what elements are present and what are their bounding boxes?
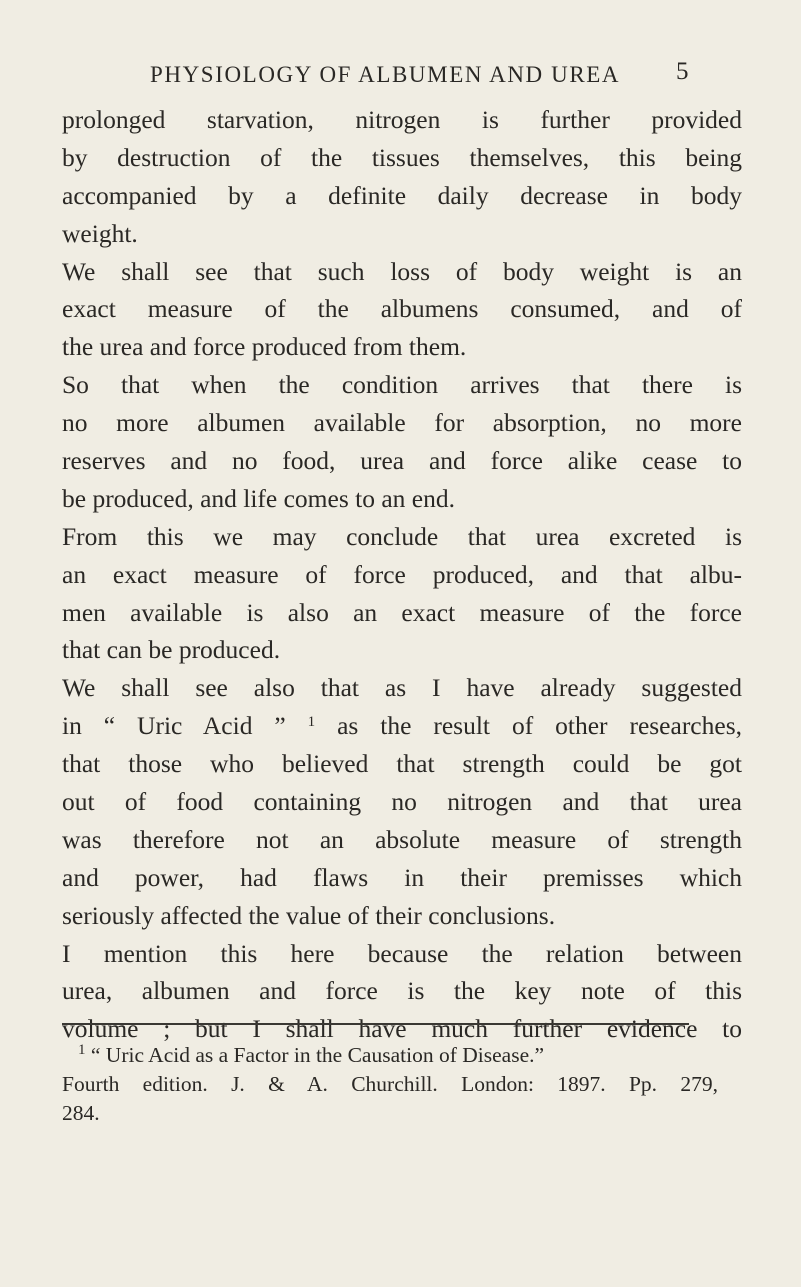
- footnote-text: “ Uric Acid as a Factor in the Causation of Disease.”: [90, 1043, 545, 1067]
- page-number: 5: [676, 58, 689, 85]
- text-line: So that when the condition arrives that there is: [62, 370, 742, 400]
- footnote: [62, 1041, 718, 1128]
- text-fragment: in: [62, 711, 82, 741]
- text-line: reserves and no food, urea and force alike cease to: [62, 446, 742, 476]
- footnote-marker: 1: [78, 1042, 86, 1058]
- text-line-with-citation: [62, 707, 742, 745]
- text-line: was therefore not an absolute measure of strength: [62, 824, 742, 854]
- text-line: that can be produced.: [62, 635, 281, 665]
- body-text: [62, 101, 742, 1048]
- text-line: seriously affected the value of their conclusions.: [62, 900, 556, 930]
- text-line: the urea and force produced from them.: [62, 332, 467, 362]
- text-line: be produced, and life comes to an end.: [62, 483, 455, 513]
- cited-title: “ Uric Acid ”: [103, 711, 286, 741]
- text-line: men available is also an exact measure of the force: [62, 597, 742, 627]
- text-line: and power, had flaws in their premisses which: [62, 862, 742, 892]
- text-line: by destruction of the tissues themselves, this being: [62, 142, 742, 172]
- footnote-line: [78, 1041, 718, 1070]
- text-line: From this we may conclude that urea excreted is: [62, 521, 742, 551]
- text-line: prolonged starvation, nitrogen is further provided: [62, 105, 742, 134]
- text-fragment: as the result of other researches,: [337, 711, 742, 741]
- text-line: volume ; but I shall have much further evidence to: [62, 1014, 742, 1044]
- footnote-divider: [62, 1023, 689, 1025]
- footnote-reference[interactable]: 1: [307, 714, 316, 731]
- text-line: accompanied by a definite daily decrease in body: [62, 180, 742, 210]
- footnote-line: Fourth edition. J. & A. Churchill. London: 1897. Pp. 279,: [62, 1072, 718, 1096]
- text-line: We shall see also that as I have already suggested: [62, 673, 742, 703]
- text-line: We shall see that such loss of body weight is an: [62, 256, 742, 286]
- text-line: out of food containing no nitrogen and that urea: [62, 787, 742, 817]
- footnote-line: 284.: [62, 1101, 100, 1125]
- text-line: an exact measure of force produced, and that albu-: [62, 559, 742, 589]
- text-line: weight.: [62, 218, 138, 248]
- text-line: no more albumen available for absorption, no more: [62, 408, 742, 438]
- running-head: PHYSIOLOGY OF ALBUMEN AND UREA: [150, 62, 621, 87]
- text-line: I mention this here because the relation between: [62, 938, 742, 968]
- text-line: urea, albumen and force is the key note of this: [62, 976, 742, 1006]
- text-line: that those who believed that strength could be got: [62, 749, 742, 779]
- text-line: exact measure of the albumens consumed, and of: [62, 294, 742, 324]
